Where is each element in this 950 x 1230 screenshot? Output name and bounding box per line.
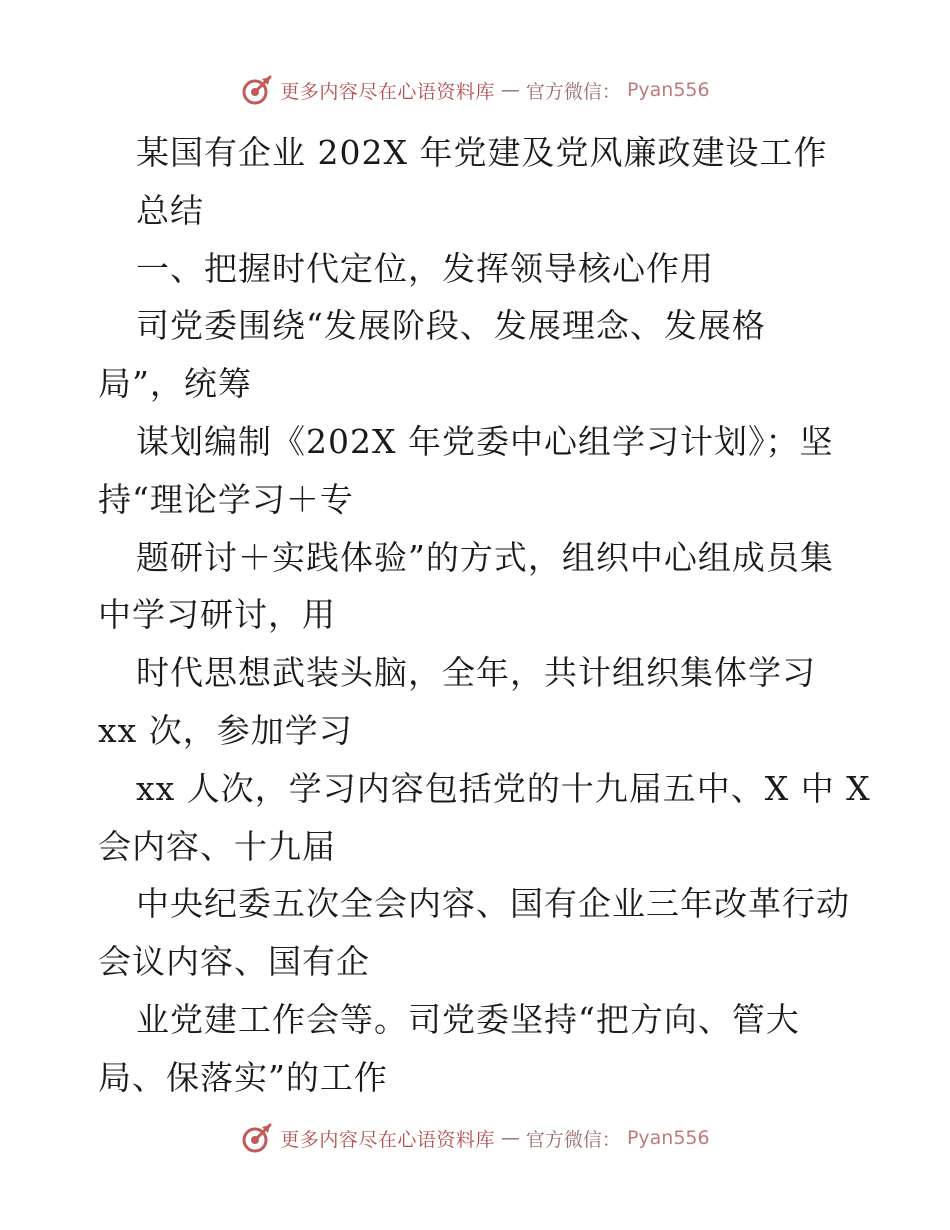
footer-watermark-banner — [0, 1118, 950, 1158]
document-line: 中学习研讨，用 — [98, 595, 336, 635]
quill-logo-icon — [240, 73, 274, 107]
document-line: xx 人次，学习内容包括党的十九届五中、X 中 X — [136, 768, 871, 808]
document-line: 会内容、十九届 — [98, 826, 336, 866]
document-line: 时代思想武装头脑，全年，共计组织集体学习 — [136, 653, 816, 693]
wechat-label: 官方微信： — [525, 80, 621, 103]
header-watermark-banner — [0, 70, 950, 110]
wechat-label: 官方微信： — [525, 1128, 621, 1151]
wechat-id: Pyan556 — [626, 79, 710, 101]
watermark-separator: — — [500, 1127, 520, 1149]
watermark-text: 更多内容尽在心语资料库 — [280, 1128, 495, 1151]
document-line: 司党委围绕“发展阶段、发展理念、发展格 — [136, 306, 766, 346]
document-line: 某国有企业 202X 年党建及党风廉政建设工作 — [136, 133, 828, 172]
wechat-id: Pyan556 — [626, 1127, 710, 1149]
document-line: 局”，统筹 — [98, 364, 252, 404]
document-line: 业党建工作会等。司党委坚持“把方向、管大 — [136, 999, 800, 1039]
quill-logo-icon — [240, 1121, 274, 1155]
document-line: 一、把握时代定位，发挥领导核心作用 — [136, 248, 714, 288]
document-line: 会议内容、国有企 — [98, 942, 370, 982]
document-line: 题研讨＋实践体验”的方式，组织中心组成员集 — [136, 537, 834, 577]
document-line: 局、保落实”的工作 — [98, 1057, 388, 1097]
watermark-separator: — — [500, 79, 520, 101]
document-line: 总结 — [136, 190, 204, 230]
document-body — [98, 124, 871, 1107]
watermark-text: 更多内容尽在心语资料库 — [280, 80, 495, 103]
document-line: xx 次，参加学习 — [98, 710, 353, 750]
document-line: 谋划编制《202X 年党委中心组学习计划》；坚 — [136, 421, 834, 461]
document-line: 持“理论学习＋专 — [98, 479, 354, 519]
document-line: 中央纪委五次全会内容、国有企业三年改革行动 — [136, 884, 850, 924]
